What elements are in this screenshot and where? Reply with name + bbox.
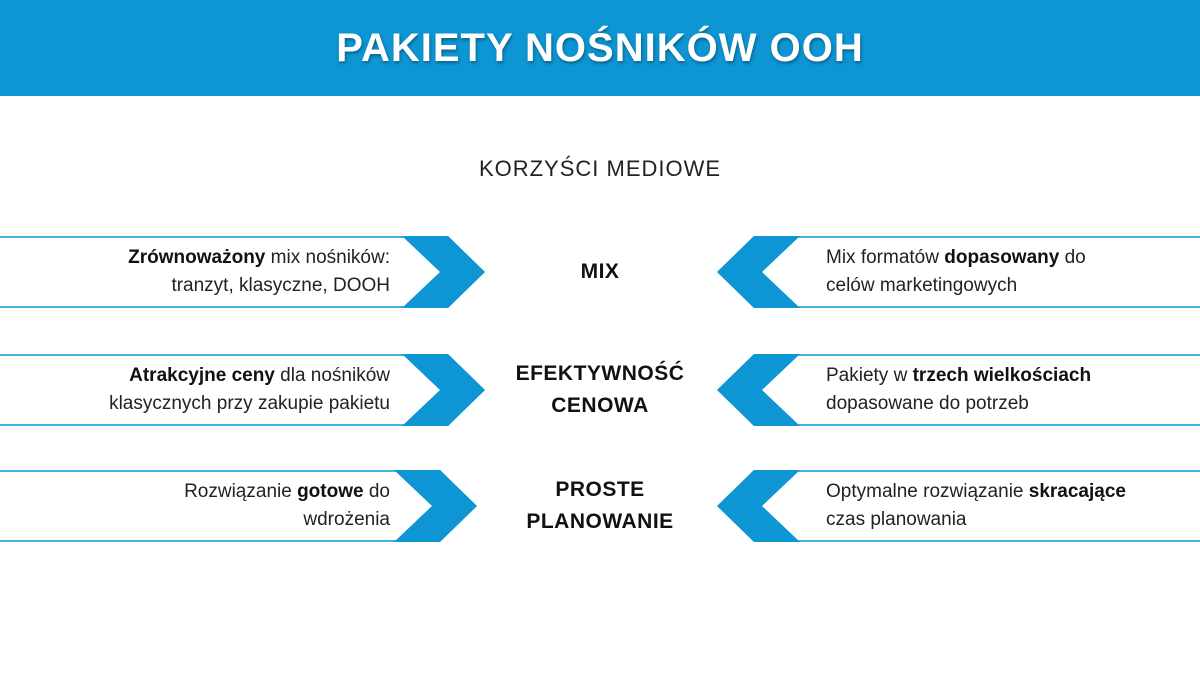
center-label-line: CENOWA (551, 394, 649, 417)
left-text-line (171, 272, 390, 300)
right-text-line (826, 390, 1029, 418)
section-subtitle: KORZYŚCI MEDIOWE (478, 156, 722, 181)
center-label-line: PROSTE (555, 478, 645, 501)
right-benefit-text (826, 470, 1196, 542)
left-text-line (109, 390, 390, 418)
benefit-row-price-efficiency (0, 354, 1200, 426)
text-segment: mix nośników: (265, 247, 390, 268)
left-text-line (303, 506, 390, 534)
emphasis-text: skracające (1028, 481, 1126, 502)
text-segment: Mix formatów (826, 247, 945, 268)
left-chevron-arrow (402, 354, 484, 426)
right-text-line (826, 478, 1126, 506)
text-segment: Optymalne rozwiązanie (826, 481, 1029, 502)
text-segment: wdrożenia (303, 509, 390, 530)
left-chevron-arrow (402, 236, 484, 308)
text-segment: tranzyt, klasyczne, DOOH (171, 275, 390, 296)
right-text-line (826, 506, 966, 534)
center-label-line: PLANOWANIE (526, 510, 674, 533)
emphasis-text: gotowe (297, 481, 364, 502)
emphasis-text: trzech wielkościach (912, 365, 1092, 386)
right-benefit-text (826, 236, 1196, 308)
right-text-line (826, 362, 1091, 390)
emphasis-text: Atrakcyjne ceny (129, 365, 275, 386)
left-benefit-text (20, 470, 390, 542)
right-chevron-arrow (718, 236, 800, 308)
left-benefit-text (20, 236, 390, 308)
right-text-line (826, 272, 1017, 300)
center-category-label (490, 354, 710, 426)
text-segment: Pakiety w (826, 365, 913, 386)
emphasis-text: Zrównoważony (128, 247, 266, 268)
benefit-row-simple-planning (0, 470, 1200, 542)
text-segment: klasycznych przy zakupie pakietu (109, 393, 390, 414)
right-chevron-arrow (718, 354, 800, 426)
left-text-line (129, 362, 390, 390)
right-benefit-text (826, 354, 1196, 426)
right-text-line (826, 244, 1086, 272)
page-title: PAKIETY NOŚNIKÓW OOH (336, 26, 864, 70)
center-label-line: MIX (580, 260, 620, 283)
text-segment: celów marketingowych (826, 275, 1018, 296)
text-segment: Rozwiązanie (184, 481, 298, 502)
text-segment: dla nośników (274, 365, 390, 386)
left-text-line (184, 478, 390, 506)
text-segment: do (1059, 247, 1086, 268)
center-category-label (490, 236, 710, 308)
benefit-row-mix (0, 236, 1200, 308)
left-chevron-arrow (394, 470, 476, 542)
text-segment: czas planowania (826, 509, 967, 530)
right-chevron-arrow (718, 470, 800, 542)
left-benefit-text (20, 354, 390, 426)
text-segment: dopasowane do potrzeb (826, 393, 1029, 414)
left-text-line (128, 244, 390, 272)
header-bar (0, 0, 1200, 96)
center-label-line: EFEKTYWNOŚĆ (515, 362, 685, 385)
text-segment: do (363, 481, 390, 502)
emphasis-text: dopasowany (944, 247, 1060, 268)
center-category-label (490, 470, 710, 542)
